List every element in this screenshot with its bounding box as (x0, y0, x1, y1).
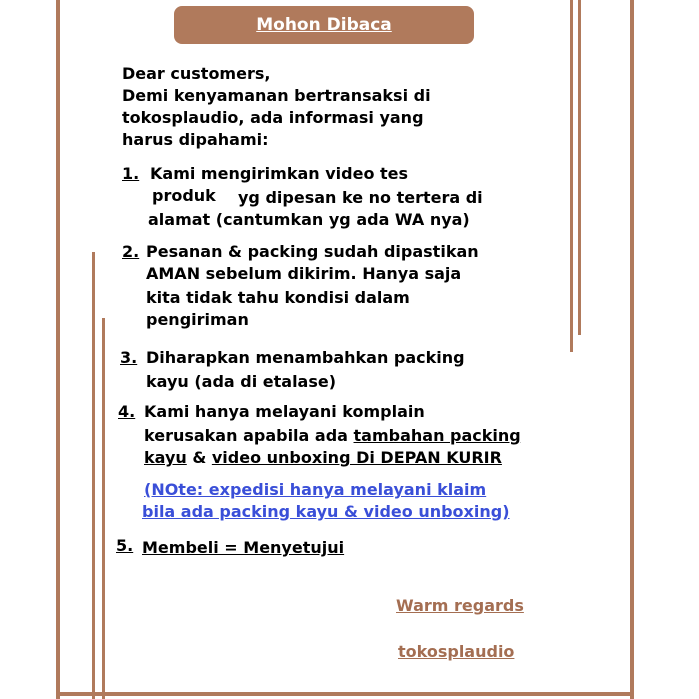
item-2-number: 2. (122, 242, 140, 261)
note-line-2: bila ada packing kayu & video unboxing) (142, 502, 510, 521)
item-1-line-3: alamat (cantumkan yg ada WA nya) (148, 210, 470, 229)
item-1-number: 1. (122, 164, 140, 183)
item-2-line-1: Pesanan & packing sudah dipastikan (146, 242, 479, 261)
intro-line-1: Dear customers, (122, 64, 271, 83)
item-4-number: 4. (118, 402, 136, 421)
right-outer-line (630, 0, 634, 699)
bottom-line (56, 692, 634, 696)
intro-line-2: Demi kenyamanan bertransaksi di (122, 86, 431, 105)
item-2-line-2: AMAN sebelum dikirim. Hanya saja (146, 264, 462, 283)
item-4-line-2a: kerusakan apabila ada (144, 426, 354, 445)
left-outer-line (56, 0, 60, 699)
item-4-line-2 (144, 424, 521, 447)
item-4-line-3b: & (186, 448, 212, 467)
title-banner (174, 6, 474, 44)
item-4-line-3 (144, 446, 502, 469)
item-4-line-2b: tambahan packing (353, 426, 521, 445)
note-line-1: (NOte: expedisi hanya melayani klaim (144, 480, 487, 499)
item-3-number: 3. (120, 348, 138, 367)
right-inner-line (570, 0, 573, 352)
intro-line-4: harus dipahami: (122, 130, 269, 149)
item-2-line-4: pengiriman (146, 310, 249, 329)
item-5-number: 5. (116, 536, 134, 555)
item-1-line-2a: produk (152, 186, 216, 205)
intro-line-3: tokosplaudio, ada informasi yang (122, 108, 424, 127)
item-3-line-1: Diharapkan menambahkan packing (146, 348, 465, 367)
item-2-line-3: kita tidak tahu kondisi dalam (146, 288, 410, 307)
left-middle-line (102, 318, 105, 699)
item-4-line-3c: video unboxing Di DEPAN KURIR (211, 448, 502, 467)
item-1-line-2b: yg dipesan ke no tertera di (238, 188, 483, 207)
page-title: Mohon Dibaca (256, 15, 392, 35)
item-4-line-3a: kayu (144, 448, 187, 467)
item-5-line-1: Membeli = Menyetujui (142, 538, 345, 557)
store-name: tokosplaudio (398, 642, 515, 661)
item-4-line-1: Kami hanya melayani komplain (144, 402, 425, 421)
regards-text: Warm regards (396, 596, 524, 615)
item-3-line-2: kayu (ada di etalase) (146, 372, 337, 391)
left-inner-line (92, 252, 95, 699)
item-1-line-1: Kami mengirimkan video tes (150, 164, 409, 183)
right-middle-line (578, 0, 581, 335)
